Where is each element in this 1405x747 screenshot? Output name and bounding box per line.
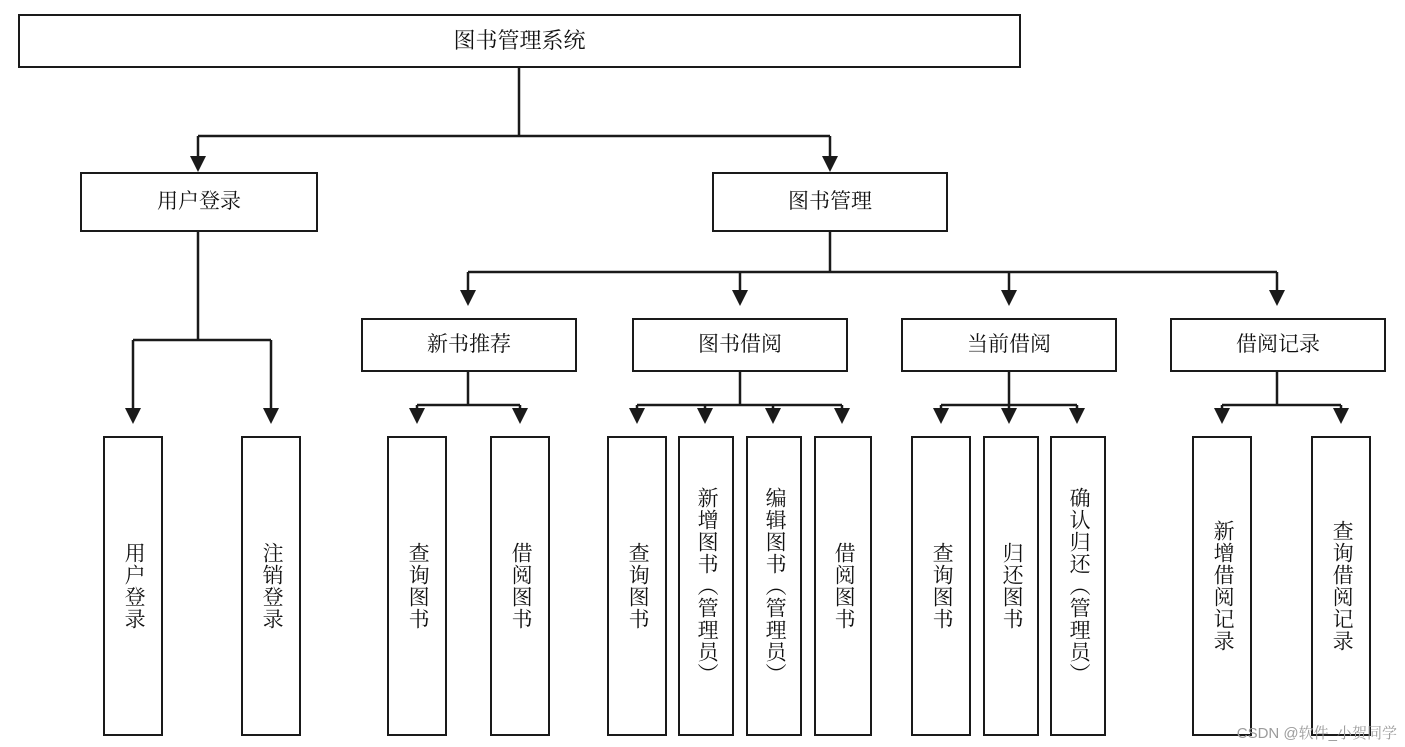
node-current-borrow[interactable]: 当前借阅 bbox=[901, 318, 1117, 372]
watermark-text: CSDN @软件_小贺同学 bbox=[1236, 725, 1397, 742]
leaf-current-borrow-confirm-return[interactable]: 确认归还（管理员） bbox=[1050, 436, 1106, 736]
node-book-management[interactable]: 图书管理 bbox=[712, 172, 948, 232]
node-book-borrow[interactable]: 图书借阅 bbox=[632, 318, 848, 372]
leaf-new-book-query[interactable]: 查询图书 bbox=[387, 436, 447, 736]
leaf-book-borrow-borrow[interactable]: 借阅图书 bbox=[814, 436, 872, 736]
leaf-new-book-borrow[interactable]: 借阅图书 bbox=[490, 436, 550, 736]
node-borrow-record[interactable]: 借阅记录 bbox=[1170, 318, 1386, 372]
leaf-user-login-logout[interactable]: 注销登录 bbox=[241, 436, 301, 736]
leaf-borrow-record-add[interactable]: 新增借阅记录 bbox=[1192, 436, 1252, 736]
leaf-current-borrow-return[interactable]: 归还图书 bbox=[983, 436, 1039, 736]
node-new-book-recommend[interactable]: 新书推荐 bbox=[361, 318, 577, 372]
node-root-system[interactable]: 图书管理系统 bbox=[18, 14, 1021, 68]
leaf-book-borrow-query[interactable]: 查询图书 bbox=[607, 436, 667, 736]
leaf-user-login-login[interactable]: 用户登录 bbox=[103, 436, 163, 736]
leaf-borrow-record-query[interactable]: 查询借阅记录 bbox=[1311, 436, 1371, 736]
node-user-login[interactable]: 用户登录 bbox=[80, 172, 318, 232]
leaf-book-borrow-add[interactable]: 新增图书（管理员） bbox=[678, 436, 734, 736]
leaf-current-borrow-query[interactable]: 查询图书 bbox=[911, 436, 971, 736]
leaf-book-borrow-edit[interactable]: 编辑图书（管理员） bbox=[746, 436, 802, 736]
